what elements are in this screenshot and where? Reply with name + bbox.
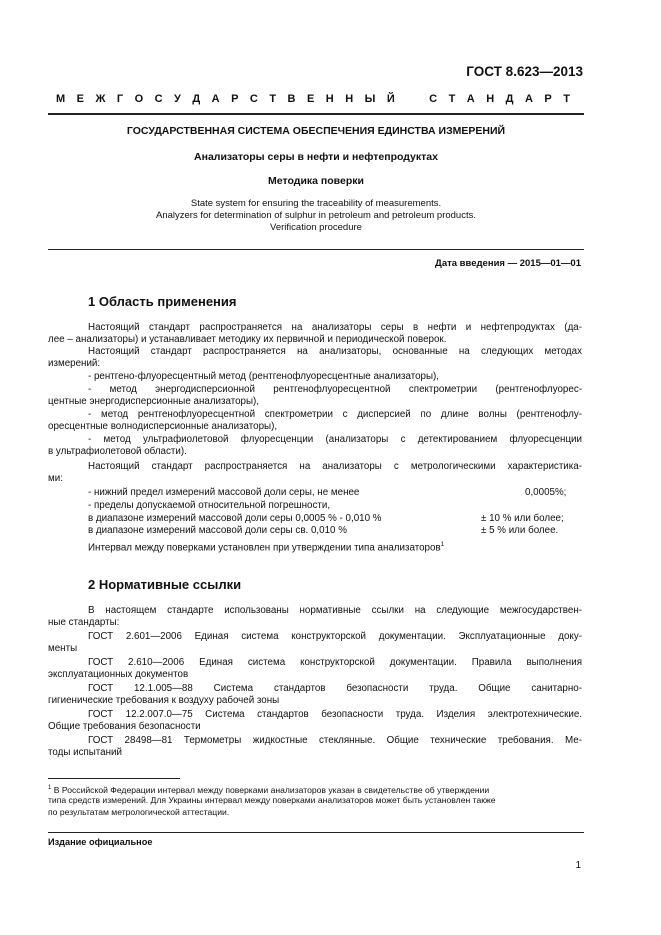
lower-limit-value: 0,0005%;	[525, 487, 567, 498]
body-line: оресцентные волнодисперсионные анализаторы),	[48, 421, 278, 432]
footnote-divider	[48, 778, 180, 779]
banner-letter: А	[466, 93, 475, 105]
banner-letter: Е	[76, 93, 84, 105]
body-line: гигиенические требования к воздуху рабочей зоны	[48, 695, 280, 706]
body-line: центные энергодисперсионные анализаторы),	[48, 396, 260, 407]
banner-letter: В	[287, 93, 296, 105]
body-line: ГОСТ 12.1.005—88 Система стандартов безопасности труда. Общие санитарно-	[88, 683, 582, 694]
banner-letter: Д	[192, 93, 201, 105]
body-line: эксплуатационных документов	[48, 669, 189, 680]
banner-letter: Н	[325, 93, 334, 105]
footnote-text: В Российской Федерации интервал между поверками анализаторов указан в свидетельстве об утверждении	[51, 784, 490, 795]
body-line-with-footnote	[88, 539, 582, 554]
system-title: ГОСУДАРСТВЕННАЯ СИСТЕМА ОБЕСПЕЧЕНИЯ ЕДИНСТВА ИЗМЕРЕНИЙ	[126, 125, 506, 137]
introduction-date: Дата введения — 2015—01—01	[435, 258, 581, 269]
body-line: в ультрафиолетовой области).	[48, 446, 187, 457]
banner-letter: Т	[563, 93, 570, 105]
title-divider	[48, 249, 584, 250]
page-number: 1	[575, 860, 581, 871]
footnote-marker: 1	[48, 785, 52, 791]
error-limit-value: ± 10 % или более;	[481, 513, 564, 524]
body-line: тоды испытаний	[48, 747, 122, 758]
body-line: менты	[48, 643, 78, 654]
banner-letter: Г	[116, 93, 124, 105]
banner-letter: Д	[505, 93, 514, 105]
body-line: Интервал между поверками установлен при утверждении типа анализаторов	[88, 542, 441, 554]
body-line: ные стандарты:	[48, 617, 120, 628]
english-title-line: State system for ensuring the traceability of measurements.	[190, 198, 442, 209]
document-subject: Анализаторы серы в нефти и нефтепродуктах	[194, 151, 438, 163]
banner-letter: С	[154, 93, 163, 105]
banner-letter: Т	[448, 93, 456, 105]
banner-letter: Н	[345, 93, 354, 105]
body-line: в диапазоне измерений массовой доли серы св. 0,010 %	[88, 525, 347, 536]
official-edition-label: Издание официальное	[48, 837, 153, 847]
interstate-standard-banner	[56, 93, 570, 105]
body-line: в диапазоне измерений массовой доли серы 0,0005 % - 0,010 %	[88, 513, 382, 524]
error-limit-value: ± 5 % или более.	[481, 525, 559, 536]
header-divider	[48, 113, 584, 115]
banner-letter: Ы	[364, 93, 376, 105]
body-line: ГОСТ 2.610—2006 Единая система конструкторской документации. Правила выполнения	[88, 657, 582, 668]
body-line: Настоящий стандарт распространяется на анализаторы с метрологическими характеристика-	[88, 461, 582, 472]
footnote-line: по результатам метрологической аттестации.	[48, 807, 230, 817]
body-line: лее – анализаторы) и устанавливает методику их первичной и периодической поверок.	[48, 334, 447, 345]
body-line: - метод рентгенофлуоресцентной спектрометрии с дисперсией по длине волны (рентгенофлу-	[88, 409, 582, 420]
section-2-heading: 2 Нормативные ссылки	[88, 577, 242, 592]
body-line: - метод энергодисперсионной рентгенофлуоресцентной спектрометрии (рентгенофлуорес-	[88, 384, 582, 395]
body-line: Настоящий стандарт распространяется на анализаторы, основанные на следующих методах	[88, 346, 582, 357]
footnote-line: типа средств измерений. Для Украины интервал между поверками анализаторов может быть установлен также	[48, 795, 496, 805]
body-line: ми:	[48, 473, 63, 484]
english-title-line: Analyzers for determination of sulphur in petroleum and petroleum products.	[155, 210, 476, 221]
section-1-heading: 1 Область применения	[88, 294, 237, 309]
banner-letter: Н	[486, 93, 495, 105]
banner-letter: Е	[306, 93, 315, 105]
banner-letter: Р	[544, 93, 552, 105]
body-line: ГОСТ 12.2.007.0—75 Система стандартов безопасности труда. Изделия электротехнические.	[88, 709, 582, 720]
banner-letter: Т	[269, 93, 277, 105]
body-line: Настоящий стандарт распространяется на анализаторы серы в нефти и нефтепродуктах (да-	[88, 322, 582, 333]
banner-letter: М	[56, 93, 66, 105]
banner-letter: С	[429, 93, 438, 105]
body-line: - нижний предел измерений массовой доли серы, не менее	[88, 487, 360, 498]
body-line: измерений:	[48, 358, 101, 369]
footnote-line	[48, 783, 582, 796]
footer-divider	[48, 832, 584, 833]
banner-letter: С	[249, 93, 258, 105]
body-line: ГОСТ 2.601—2006 Единая система конструкторской документации. Эксплуатационные доку-	[88, 631, 582, 642]
gost-number: ГОСТ 8.623—2013	[466, 64, 583, 79]
banner-letter: Ж	[95, 93, 106, 105]
banner-letter: А	[211, 93, 220, 105]
body-line: Общие требования безопасности	[48, 721, 201, 732]
banner-letter: Й	[386, 93, 395, 105]
footnote-reference: 1	[440, 541, 445, 548]
document-method-title: Методика поверки	[268, 175, 364, 187]
banner-letter: О	[134, 93, 144, 105]
english-title-line: Verification procedure	[270, 222, 362, 233]
body-line: ГОСТ 28498—81 Термометры жидкостные стеклянные. Общие технические требования. Ме-	[88, 735, 582, 746]
body-line: - пределы допускаемой относительной погрешности,	[88, 500, 331, 511]
body-line: В настоящем стандарте использованы нормативные ссылки на следующие межгосударствен-	[88, 605, 582, 616]
body-line: - рентгено-флуоресцентный метод (рентгенофлуоресцентные анализаторы),	[88, 371, 439, 382]
body-line: - метод ультрафиолетовой флуоресценции (анализаторы с детектированием флуоресценции	[88, 434, 582, 445]
banner-letter: У	[174, 93, 181, 105]
banner-letter: А	[524, 93, 533, 105]
banner-letter: Р	[231, 93, 239, 105]
